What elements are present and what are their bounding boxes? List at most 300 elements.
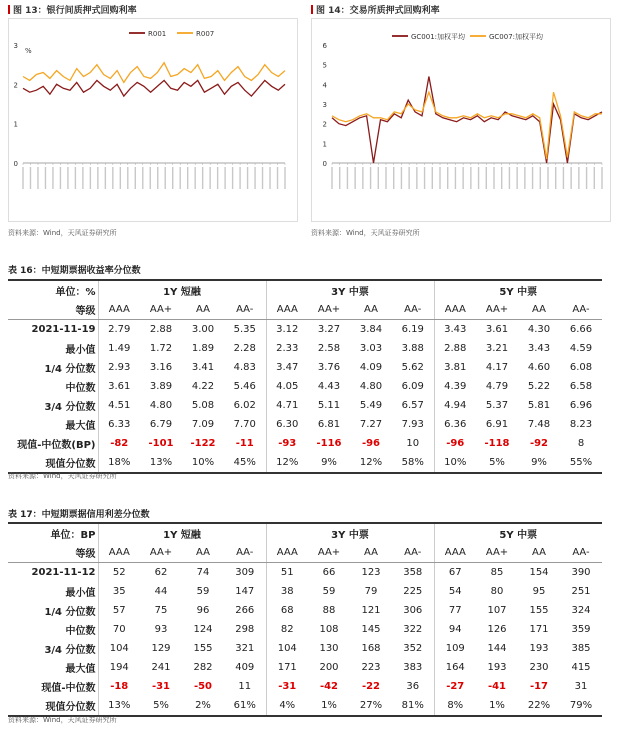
level-label: 等级 [8, 543, 98, 563]
table-cell: 70 [98, 620, 140, 639]
x-tick-label-mark [284, 167, 285, 189]
table-cell: 93 [154, 624, 168, 635]
x-tick-label-mark [90, 167, 91, 189]
table-cell: 10% [182, 453, 224, 473]
table-cell: 4.71 [266, 396, 308, 415]
y-tick-label: 4 [322, 81, 327, 90]
x-tick-label-mark [120, 167, 121, 189]
row-label: 最小值 [65, 345, 96, 356]
table-row [8, 677, 602, 696]
grade-header: AAA [98, 543, 140, 563]
table16 [8, 279, 602, 474]
series-line-2 [23, 63, 285, 83]
table-cell: 68 [266, 601, 308, 620]
grade-header: AA [350, 300, 392, 320]
table-cell: 1% [476, 696, 518, 716]
table-row [8, 620, 602, 639]
grade-header: AA- [560, 543, 602, 563]
table-cell: 80 [490, 586, 504, 597]
table-cell: 4.17 [485, 362, 509, 373]
table-cell: 85 [490, 567, 504, 578]
table-cell: 8 [577, 438, 585, 449]
table-cell: 55% [560, 453, 602, 473]
x-tick-label-mark [486, 167, 487, 189]
x-tick-label-mark [239, 167, 240, 189]
table-cell: 6.57 [401, 400, 424, 411]
table-cell: 3.03 [359, 343, 383, 354]
group-header: 1Y 短融 [98, 280, 266, 300]
table-cell: 5% [140, 696, 182, 716]
unit-label: 单位：BP [8, 523, 98, 543]
x-tick-label-mark [586, 167, 587, 189]
table-cell: 8.23 [569, 419, 593, 430]
grade-header: AAA [266, 300, 308, 320]
table17-source: 资料来源：Wind，天风证券研究所 [8, 716, 117, 724]
grade-header: AA- [392, 543, 434, 563]
table-cell: 77 [434, 601, 476, 620]
table-row [8, 601, 602, 620]
table-cell: 145 [361, 624, 381, 635]
table-cell: 79 [364, 586, 378, 597]
x-tick-label-mark [594, 167, 595, 189]
x-tick-label-mark [462, 167, 463, 189]
table-cell: -27 [434, 677, 476, 696]
table-cell: 1.89 [191, 343, 215, 354]
table-cell: 4.05 [266, 377, 308, 396]
table-cell: 12% [350, 453, 392, 473]
table17-title: 表 17：中短期票据信用利差分位数 [8, 510, 150, 520]
table-cell: 79% [560, 696, 602, 716]
table-cell: 3.27 [317, 324, 341, 335]
series-line-2 [332, 92, 602, 159]
row-label: 现值-中位数(BP) [17, 440, 96, 451]
x-tick-label-mark [247, 167, 248, 189]
table-cell: 124 [193, 624, 213, 635]
table-cell: 6.36 [434, 415, 476, 434]
table-cell: 282 [193, 662, 213, 673]
x-tick-label-mark [601, 167, 602, 189]
x-tick-label-mark [135, 167, 136, 189]
x-tick-label-mark [416, 167, 417, 189]
x-tick-label-mark [354, 167, 355, 189]
table-cell: 8% [434, 696, 476, 716]
table-row [8, 320, 602, 340]
row-label: 最大值 [65, 421, 96, 432]
group-header: 3Y 中票 [266, 280, 434, 300]
row-label: 现值-中位数 [41, 683, 96, 694]
x-tick-label-mark [540, 167, 541, 189]
table16-title: 表 16：中短期票据收益率分位数 [8, 266, 141, 276]
y-tick-label: 2 [322, 120, 327, 129]
grade-header: AA- [560, 300, 602, 320]
table-cell: 3.41 [191, 362, 215, 373]
table-cell: 11 [238, 681, 252, 692]
table-cell: 251 [571, 586, 591, 597]
table-cell: 57 [98, 601, 140, 620]
table-cell: 154 [529, 567, 549, 578]
table-cell: 13% [140, 453, 182, 473]
row-label: 2021-11-12 [31, 567, 96, 578]
table-cell: 5.11 [317, 400, 341, 411]
table-cell: 7.70 [233, 419, 256, 430]
table-cell: 123 [361, 567, 381, 578]
group-header: 5Y 中票 [434, 523, 602, 543]
x-tick-label-mark [30, 167, 31, 189]
row-label: 2021-11-19 [31, 324, 96, 335]
x-tick-label-mark [370, 167, 371, 189]
table-cell: 230 [529, 662, 549, 673]
table-cell: 59 [322, 586, 336, 597]
table-cell: 168 [361, 643, 381, 654]
table-cell: 35 [98, 582, 140, 601]
table-cell: 54 [434, 582, 476, 601]
grade-header: AAA [266, 543, 308, 563]
grade-header: AA+ [140, 300, 182, 320]
table-cell: 36 [406, 681, 420, 692]
table-row [8, 396, 602, 415]
y-tick-label: 6 [322, 42, 327, 50]
table-cell: 10% [434, 453, 476, 473]
x-tick-label-mark [232, 167, 233, 189]
table-cell: 5.62 [401, 362, 424, 373]
grade-header: AA+ [140, 543, 182, 563]
table-cell: 59 [196, 586, 210, 597]
x-tick-label-mark [67, 167, 68, 189]
x-tick-label-mark [509, 167, 510, 189]
x-tick-label-mark [432, 167, 433, 189]
table-cell: -82 [98, 434, 140, 453]
table-cell: 6.58 [569, 381, 593, 392]
table-row [8, 696, 602, 716]
table-cell: 2.88 [434, 339, 476, 358]
x-tick-label-mark [563, 167, 564, 189]
table-cell: 6.79 [149, 419, 173, 430]
table-cell: -11 [235, 438, 254, 449]
table-cell: 75 [154, 605, 168, 616]
table-cell: 4.80 [359, 381, 383, 392]
x-tick-label-mark [424, 167, 425, 189]
fig14-title: 图 14：交易所质押式回购利率 [311, 3, 440, 16]
x-tick-label-mark [501, 167, 502, 189]
x-tick-label-mark [180, 167, 181, 189]
x-tick-label-mark [172, 167, 173, 189]
table-cell: 3.89 [149, 381, 173, 392]
table-cell: 1.49 [98, 339, 140, 358]
table-cell: 3.76 [317, 362, 341, 373]
grade-header: AA [182, 300, 224, 320]
table-cell: 2.58 [317, 343, 341, 354]
fig13-title: 图 13：银行间质押式回购利率 [8, 3, 137, 16]
table-cell: 4.94 [434, 396, 476, 415]
table-row [8, 453, 602, 473]
y-tick-label: 0 [322, 160, 327, 168]
table-cell: 5.22 [527, 381, 551, 392]
x-tick-label-mark [45, 167, 46, 189]
legend-label: GC001:加权平均 [411, 33, 466, 41]
table-cell: -31 [151, 681, 171, 692]
table-row [8, 358, 602, 377]
table-cell: 5.37 [485, 400, 509, 411]
table-cell: 88 [322, 605, 336, 616]
table-cell: 6.66 [569, 324, 593, 335]
table-cell: 3.16 [149, 362, 173, 373]
table-cell: 9% [518, 453, 560, 473]
table-cell: 155 [529, 605, 549, 616]
x-tick-label-mark [142, 167, 143, 189]
table-cell: 2% [182, 696, 224, 716]
row-label: 最小值 [65, 588, 96, 599]
table-cell: 3.43 [527, 343, 551, 354]
table-cell: 5.81 [527, 400, 551, 411]
table-cell: 108 [319, 624, 339, 635]
series-line-1 [23, 80, 285, 96]
table-cell: 5.49 [359, 400, 383, 411]
x-tick-label-mark [75, 167, 76, 189]
table-cell: 4% [266, 696, 308, 716]
table-cell: 52 [98, 563, 140, 583]
table-cell: 415 [571, 662, 591, 673]
grade-header: AA [182, 543, 224, 563]
table-cell: 1.72 [149, 343, 173, 354]
fig14-chart [311, 18, 611, 222]
table-cell: 3.43 [434, 320, 476, 340]
table-cell: 109 [434, 639, 476, 658]
table-cell: 193 [487, 662, 507, 673]
table-cell: 3.00 [191, 324, 215, 335]
grade-header: AA [518, 543, 560, 563]
table-cell: 18% [98, 453, 140, 473]
group-header: 3Y 中票 [266, 523, 434, 543]
grade-header: AAA [434, 543, 476, 563]
table-cell: 5.08 [191, 400, 215, 411]
table-cell: 3.61 [98, 377, 140, 396]
grade-header: AA- [392, 300, 434, 320]
table-cell: 385 [571, 643, 591, 654]
table-cell: 147 [235, 586, 255, 597]
table-cell: 45% [224, 453, 266, 473]
table-row [8, 377, 602, 396]
table-cell: 67 [434, 563, 476, 583]
x-tick-label-mark [209, 167, 210, 189]
table-cell: 2.93 [98, 358, 140, 377]
table-row [8, 415, 602, 434]
x-tick-label-mark [127, 167, 128, 189]
x-tick-label-mark [532, 167, 533, 189]
table-row [8, 563, 602, 583]
table-cell: 10 [406, 438, 420, 449]
table-cell: 200 [319, 662, 339, 673]
x-tick-label-mark [331, 167, 332, 189]
table-cell: 3.88 [401, 343, 424, 354]
table-cell: 4.30 [527, 324, 551, 335]
table-cell: 6.81 [317, 419, 341, 430]
table-cell: 144 [487, 643, 507, 654]
x-tick-label-mark [254, 167, 255, 189]
table-cell: 2.28 [233, 343, 256, 354]
table-cell: -96 [361, 438, 381, 449]
table-cell: 94 [434, 620, 476, 639]
x-tick-label-mark [408, 167, 409, 189]
table-cell: 126 [487, 624, 507, 635]
table-cell: 51 [266, 563, 308, 583]
table-cell: 7.93 [401, 419, 424, 430]
table-cell: 241 [151, 662, 171, 673]
table-cell: 7.48 [527, 419, 551, 430]
grade-header: AA- [224, 543, 266, 563]
table-cell: 6.02 [233, 400, 256, 411]
table-cell: 3.61 [485, 324, 509, 335]
table-cell: 4.43 [317, 381, 341, 392]
table-cell: 61% [224, 696, 266, 716]
x-tick-label-mark [339, 167, 340, 189]
table-cell: 383 [403, 662, 423, 673]
table-cell: -17 [529, 681, 549, 692]
grade-header: AA+ [476, 543, 518, 563]
group-header: 1Y 短融 [98, 523, 266, 543]
table-cell: 44 [154, 586, 168, 597]
table-cell: -116 [316, 438, 342, 449]
table-row [8, 639, 602, 658]
table-cell: 9% [308, 453, 350, 473]
table-cell: 324 [571, 605, 591, 616]
table-row [8, 582, 602, 601]
fig13-source: 资料来源：Wind，天风证券研究所 [8, 229, 117, 237]
table-cell: -101 [148, 438, 174, 449]
x-tick-label-mark [555, 167, 556, 189]
table-cell: 31 [574, 681, 588, 692]
table-cell: 4.51 [98, 396, 140, 415]
x-tick-label-mark [516, 167, 517, 189]
table-cell: 171 [529, 624, 549, 635]
table-cell: 7.09 [191, 419, 215, 430]
grade-header: AA+ [308, 300, 350, 320]
table-cell: 309 [235, 567, 255, 578]
x-tick-label-mark [187, 167, 188, 189]
x-tick-label-mark [378, 167, 379, 189]
fig13-svg [9, 19, 297, 221]
table-cell: 2.88 [149, 324, 173, 335]
x-tick-label-mark [455, 167, 456, 189]
unit-label: 单位：% [8, 280, 98, 300]
table-cell: 358 [403, 567, 423, 578]
table-cell: 352 [403, 643, 423, 654]
row-label: 中位数 [65, 626, 96, 637]
grade-header: AAA [434, 300, 476, 320]
x-tick-label-mark [447, 167, 448, 189]
x-tick-label-mark [224, 167, 225, 189]
table-cell: 104 [98, 639, 140, 658]
table-cell: 225 [403, 586, 423, 597]
y-unit-label: % [25, 47, 32, 55]
table-cell: 3.81 [434, 358, 476, 377]
table-cell: 6.91 [485, 419, 509, 430]
row-label: 最大值 [65, 664, 96, 675]
table-cell: 7.27 [359, 419, 383, 430]
x-tick-label-mark [82, 167, 83, 189]
y-tick-label: 0 [13, 160, 18, 168]
x-tick-label-mark [202, 167, 203, 189]
table-cell: 5.35 [233, 324, 256, 335]
table-cell: -41 [487, 681, 507, 692]
table-cell: -18 [98, 677, 140, 696]
x-tick-label-mark [439, 167, 440, 189]
x-tick-label-mark [262, 167, 263, 189]
table-cell: 194 [98, 658, 140, 677]
x-tick-label-mark [269, 167, 270, 189]
table-cell: 6.08 [569, 362, 593, 373]
table-cell: 390 [571, 567, 591, 578]
table-cell: 223 [361, 662, 381, 673]
x-tick-label-mark [578, 167, 579, 189]
table-cell: 107 [487, 605, 507, 616]
grade-header: AA- [224, 300, 266, 320]
x-tick-label-mark [385, 167, 386, 189]
x-tick-label-mark [22, 167, 23, 189]
table-cell: 4.22 [191, 381, 215, 392]
x-tick-label-mark [60, 167, 61, 189]
row-label: 1/4 分位数 [44, 607, 96, 618]
table-cell: 130 [319, 643, 339, 654]
table-cell: 12% [266, 453, 308, 473]
table-cell: 6.96 [569, 400, 593, 411]
x-tick-label-mark [112, 167, 113, 189]
table-cell: 58% [392, 453, 434, 473]
table-cell: 193 [529, 643, 549, 654]
x-tick-label-mark [194, 167, 195, 189]
table-cell: 22% [518, 696, 560, 716]
table-cell: 129 [151, 643, 171, 654]
table-cell: 4.79 [485, 381, 509, 392]
fig14-svg [312, 19, 610, 221]
x-tick-label-mark [105, 167, 106, 189]
table-cell: -50 [193, 681, 213, 692]
table-cell: 6.33 [98, 415, 140, 434]
row-label: 现值分位数 [8, 453, 98, 473]
table-cell: 121 [361, 605, 381, 616]
legend-label: R007 [196, 30, 215, 38]
table-cell: 6.09 [401, 381, 424, 392]
y-tick-label: 1 [322, 140, 327, 149]
table16-source: 资料来源：Wind，天风证券研究所 [8, 472, 117, 480]
table-cell: -122 [190, 438, 216, 449]
x-tick-label-mark [277, 167, 278, 189]
table-cell: 3.47 [266, 358, 308, 377]
x-tick-label-mark [217, 167, 218, 189]
table-cell: 4.83 [233, 362, 256, 373]
table-cell: 5% [476, 453, 518, 473]
table-cell: 4.09 [359, 362, 383, 373]
table-cell: 4.39 [434, 377, 476, 396]
legend-label: R001 [148, 30, 167, 38]
table-cell: 96 [196, 605, 210, 616]
table-cell: 104 [266, 639, 308, 658]
legend-label: GC007:加权平均 [489, 33, 544, 41]
table-cell: 298 [235, 624, 255, 635]
row-label: 3/4 分位数 [44, 645, 96, 656]
grade-header: AAA [98, 300, 140, 320]
table-cell: -92 [529, 438, 549, 449]
table-cell: 1% [308, 696, 350, 716]
row-label: 3/4 分位数 [44, 402, 96, 413]
table-cell: -93 [266, 434, 308, 453]
x-tick-label-mark [470, 167, 471, 189]
table-cell: 13% [98, 696, 140, 716]
table-cell: -118 [484, 438, 510, 449]
table-cell: 171 [266, 658, 308, 677]
y-tick-label: 5 [322, 61, 327, 70]
table17 [8, 522, 602, 717]
group-header: 5Y 中票 [434, 280, 602, 300]
